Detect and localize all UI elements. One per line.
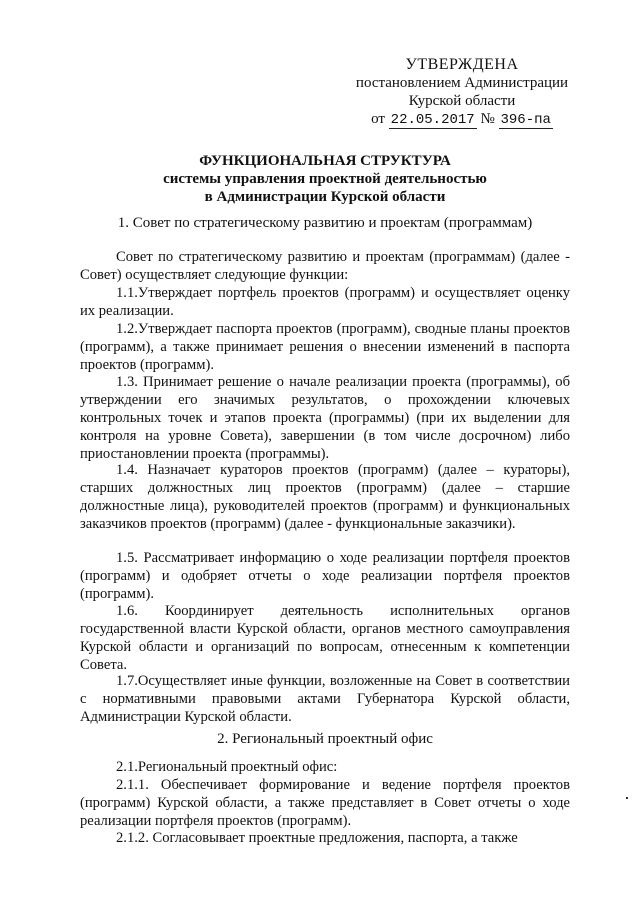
title-line-2: системы управления проектной деятельностью bbox=[163, 171, 487, 187]
section-1-item-1-3: 1.3. Принимает решение о начале реализации проекта (программы), об утверждении его значимых результатов, о прохождении ключевых контрольных точек и этапов проекта (программы) (при их выделении для контроля на уровне Совета), завершении (в том числе досрочном) либо приостановлении проекта (программы). bbox=[80, 374, 570, 462]
approval-label: УТВЕРЖДЕНА bbox=[405, 56, 519, 73]
section-1-item-1-5: 1.5. Рассматривает информацию о ходе реализации портфеля проектов (программ) и одобряет отчеты о ходе реализации портфеля проектов (программ). bbox=[80, 550, 570, 602]
section-2-title: 2. Региональный проектный офис bbox=[217, 731, 433, 747]
section-1-item-1-1: 1.1.Утверждает портфель проектов (программ) и осуществляет оценку их реализации. bbox=[80, 285, 570, 319]
approval-stamp bbox=[352, 56, 572, 129]
date-prefix: от bbox=[371, 111, 385, 127]
section-1-title: 1. Совет по стратегическому развитию и проектам (программам) bbox=[117, 215, 533, 231]
title-line-3: в Администрации Курской области bbox=[204, 189, 446, 205]
number-prefix: № bbox=[480, 111, 495, 127]
section-2-item-2-1-2: 2.1.2. Согласовывает проектные предложения, паспорта, а также bbox=[116, 830, 518, 846]
approval-date: 22.05.2017 bbox=[390, 112, 475, 128]
section-1-item-1-6: 1.6. Координирует деятельность исполнительных органов государственной власти Курской области, органов местного самоуправления Курской области и организаций по вопросам, отнесенным к компетенции Совета. bbox=[80, 603, 570, 673]
approval-line-1: постановлением Администрации bbox=[355, 75, 569, 91]
section-1-item-1-4: 1.4. Назначает кураторов проектов (программ) (далее – кураторы), старших должностных лиц проектов (программ) (далее – старшие должностные лица), руководителей проектов (программ) и функциональных заказчиков проектов (программ) (далее - функциональные заказчики). bbox=[80, 462, 570, 532]
title-line-1: ФУНКЦИОНАЛЬНАЯ СТРУКТУРА bbox=[199, 153, 451, 169]
section-2-item-2-1-1: 2.1.1. Обеспечивает формирование и ведение портфеля проектов (программ) Курской области, а также представляет в Совет отчеты о ходе реализации портфеля проектов (программ). bbox=[80, 777, 570, 829]
section-1-intro: Совет по стратегическому развитию и проектам (программам) (далее - Совет) осуществляет следующие функции: bbox=[80, 249, 570, 283]
section-2-intro: 2.1.Региональный проектный офис: bbox=[116, 759, 338, 775]
approval-number: 396-па bbox=[500, 112, 551, 128]
section-1-item-1-2: 1.2.Утверждает паспорта проектов (программ), сводные планы проектов (программ), а также принимает решения о внесении изменений в паспорта проектов (программ). bbox=[80, 321, 570, 373]
section-1-item-1-7: 1.7.Осуществляет иные функции, возложенные на Совет в соответствии с нормативными правовыми актами Губернатора Курской области, Администрации Курской области. bbox=[80, 673, 570, 725]
approval-date-line bbox=[352, 110, 572, 129]
scan-speck bbox=[626, 797, 628, 799]
document-title bbox=[80, 152, 570, 206]
approval-line-2: Курской области bbox=[408, 93, 516, 109]
